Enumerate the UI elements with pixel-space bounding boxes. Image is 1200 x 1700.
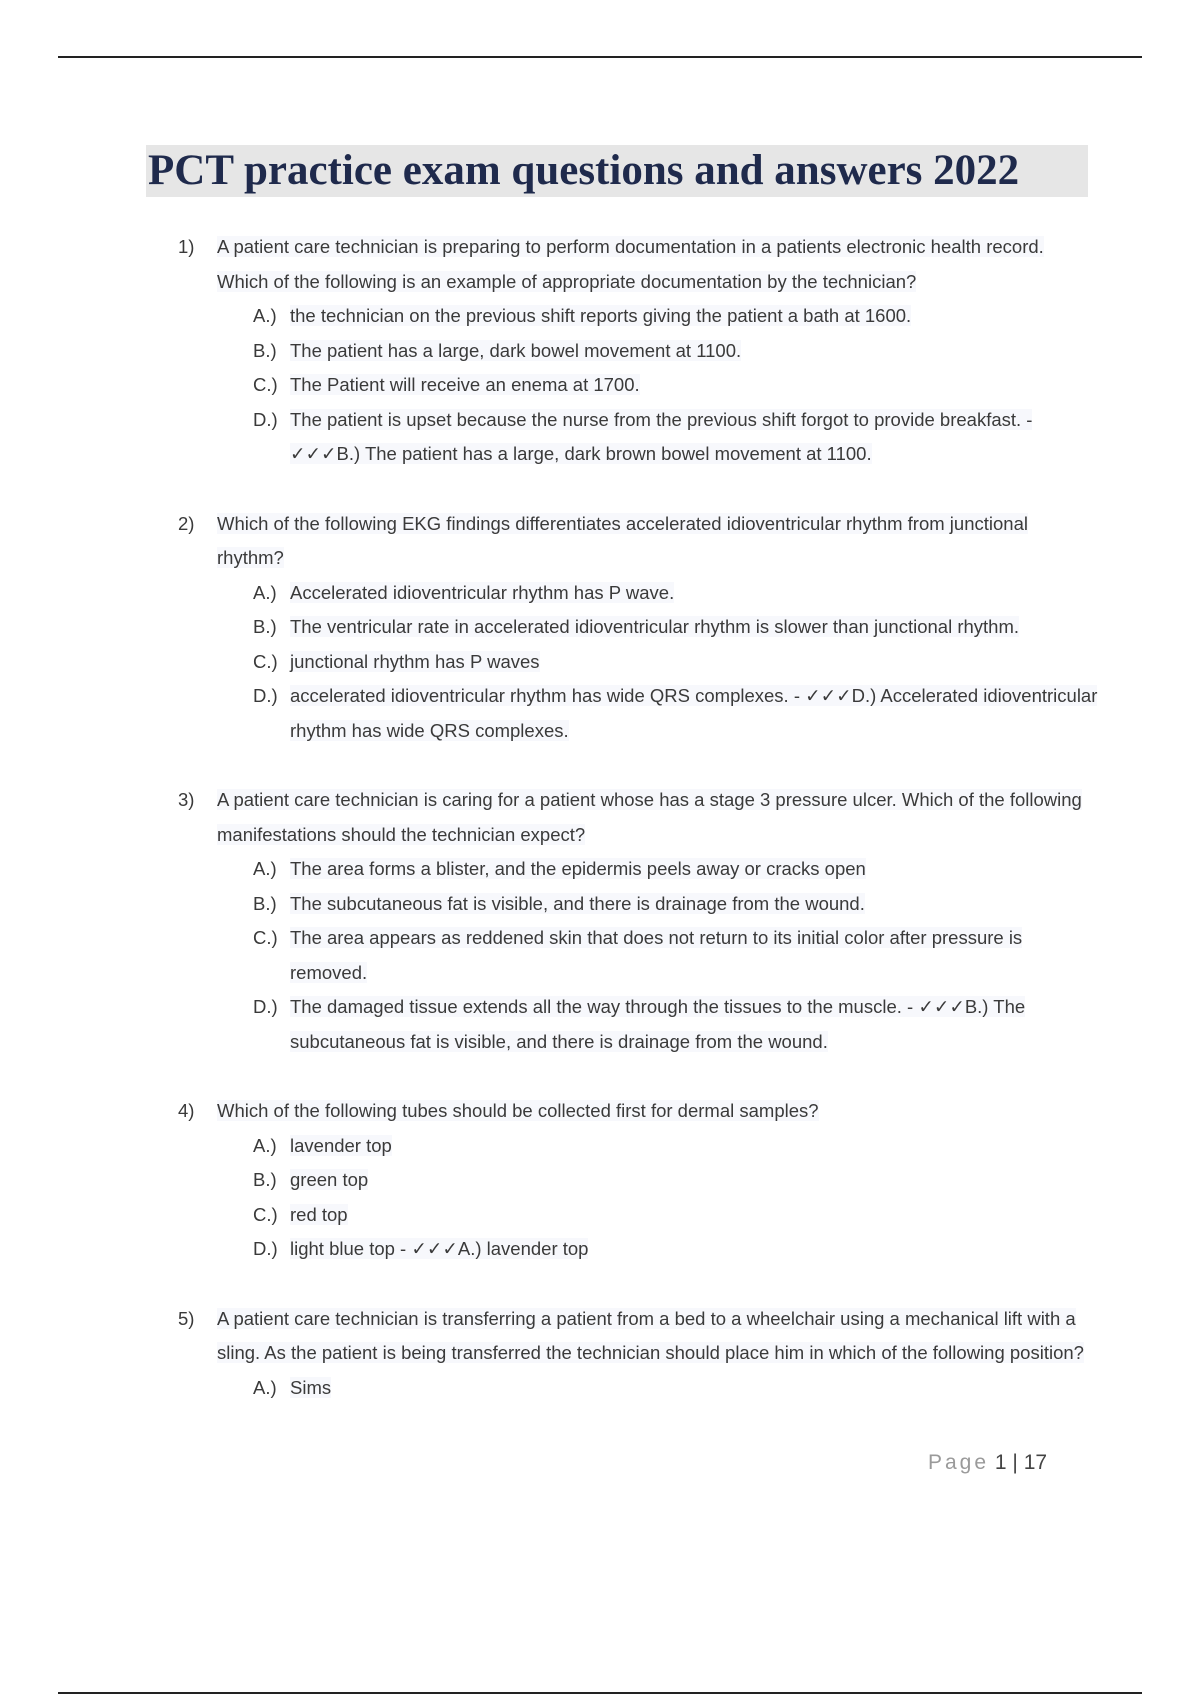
option-text: The area forms a blister, and the epidermis peels away or cracks open <box>290 858 866 879</box>
option-text: red top <box>290 1203 348 1225</box>
option-letter: B.) <box>253 892 277 914</box>
page-label: Page <box>928 1451 990 1474</box>
option-a <box>253 852 1098 887</box>
question-text: Which of the following EKG findings differentiates accelerated idioventricular rhythm from junctional rhythm? <box>217 512 1028 568</box>
option-text: lavender top <box>290 1134 392 1156</box>
page-separator: | <box>1012 1451 1018 1474</box>
question-text: Which of the following tubes should be collected first for dermal samples? <box>217 1100 819 1121</box>
option-letter: B.) <box>253 1169 277 1190</box>
option-letter: D.) <box>253 1238 278 1259</box>
option-text-with-answer: The patient is upset because the nurse from the previous shift forgot to provide breakfast. - ✓✓✓B.) The patient has a large, dark brown bowel movement at 1100. <box>290 408 1033 464</box>
option-letter: C.) <box>253 927 278 948</box>
question-text: A patient care technician is transferring a patient from a bed to a wheelchair using a mechanical lift with a sling. As the patient is being transferred the technician should place him in which of the following position? <box>217 1307 1084 1363</box>
option-text: The area appears as reddened skin that does not return to its initial color after pressure is removed. <box>290 927 1023 983</box>
page-number <box>928 1451 1047 1475</box>
answer-options <box>253 1129 1098 1267</box>
option-text: junctional rhythm has P waves <box>290 650 540 672</box>
option-letter: D.) <box>253 996 278 1017</box>
option-text: green top <box>290 1169 369 1190</box>
option-text: The subcutaneous fat is visible, and there is drainage from the wound. <box>290 892 865 914</box>
option-text-with-answer: The damaged tissue extends all the way through the tissues to the muscle. - ✓✓✓B.) The subcutaneous fat is visible, and there is drainage from the wound. <box>290 996 1026 1052</box>
option-text: The patient has a large, dark bowel movement at 1100. <box>290 339 742 361</box>
question-number: 2) <box>178 512 195 534</box>
question-number: 1) <box>178 236 195 257</box>
option-letter: B.) <box>253 339 277 361</box>
option-text: Accelerated idioventricular rhythm has P wave. <box>290 581 675 603</box>
option-c <box>253 1198 1098 1233</box>
option-b <box>253 887 1098 922</box>
bottom-rule <box>58 1692 1142 1694</box>
total-pages: 17 <box>1023 1451 1048 1474</box>
question-number: 5) <box>178 1307 195 1329</box>
top-rule <box>58 56 1142 58</box>
question-5 <box>178 1302 1098 1406</box>
question-1 <box>178 230 1098 472</box>
document-title: PCT practice exam questions and answers 2022 <box>148 147 1020 194</box>
question-number: 3) <box>178 789 195 810</box>
question-text: A patient care technician is caring for a patient whose has a stage 3 pressure ulcer. Which of the following manifestations should the technician expect? <box>217 789 1082 845</box>
option-letter: C.) <box>253 650 278 672</box>
option-letter: A.) <box>253 1376 277 1398</box>
question-list <box>178 230 1098 1440</box>
option-letter: C.) <box>253 1203 278 1225</box>
option-letter: D.) <box>253 408 278 430</box>
option-d <box>253 403 1098 472</box>
question-4 <box>178 1094 1098 1267</box>
option-letter: C.) <box>253 374 278 395</box>
current-page: 1 <box>994 1451 1007 1474</box>
option-a <box>253 299 1098 334</box>
question-text: A patient care technician is preparing to perform documentation in a patients electronic health record. Which of the following is an example of appropriate documentation by the technician? <box>217 236 1044 292</box>
option-c <box>253 368 1098 403</box>
answer-options <box>253 1371 1098 1406</box>
option-b <box>253 334 1098 369</box>
option-b <box>253 610 1098 645</box>
option-letter: A.) <box>253 1134 277 1156</box>
option-text: The ventricular rate in accelerated idioventricular rhythm is slower than junctional rhythm. <box>290 616 1020 637</box>
question-2 <box>178 507 1098 749</box>
answer-options <box>253 852 1098 1059</box>
option-letter: A.) <box>253 581 277 603</box>
option-text-with-answer: accelerated idioventricular rhythm has wide QRS complexes. - ✓✓✓D.) Accelerated idioventricular rhythm has wide QRS complexes. <box>290 685 1098 741</box>
option-letter: A.) <box>253 305 277 326</box>
question-3 <box>178 783 1098 1059</box>
option-c <box>253 921 1098 990</box>
option-d <box>253 679 1098 748</box>
option-letter: D.) <box>253 685 278 706</box>
option-a <box>253 1371 1098 1406</box>
option-letter: B.) <box>253 616 277 637</box>
option-b <box>253 1163 1098 1198</box>
option-text: the technician on the previous shift reports giving the patient a bath at 1600. <box>290 305 912 326</box>
option-d <box>253 1232 1098 1267</box>
option-text-with-answer: light blue top - ✓✓✓A.) lavender top <box>290 1238 589 1259</box>
option-a <box>253 576 1098 611</box>
option-text: The Patient will receive an enema at 1700. <box>290 374 640 395</box>
option-text: Sims <box>290 1376 332 1398</box>
answer-options <box>253 299 1098 472</box>
option-a <box>253 1129 1098 1164</box>
option-d <box>253 990 1098 1059</box>
answer-options <box>253 576 1098 749</box>
option-letter: A.) <box>253 858 277 879</box>
option-c <box>253 645 1098 680</box>
question-number: 4) <box>178 1100 195 1121</box>
